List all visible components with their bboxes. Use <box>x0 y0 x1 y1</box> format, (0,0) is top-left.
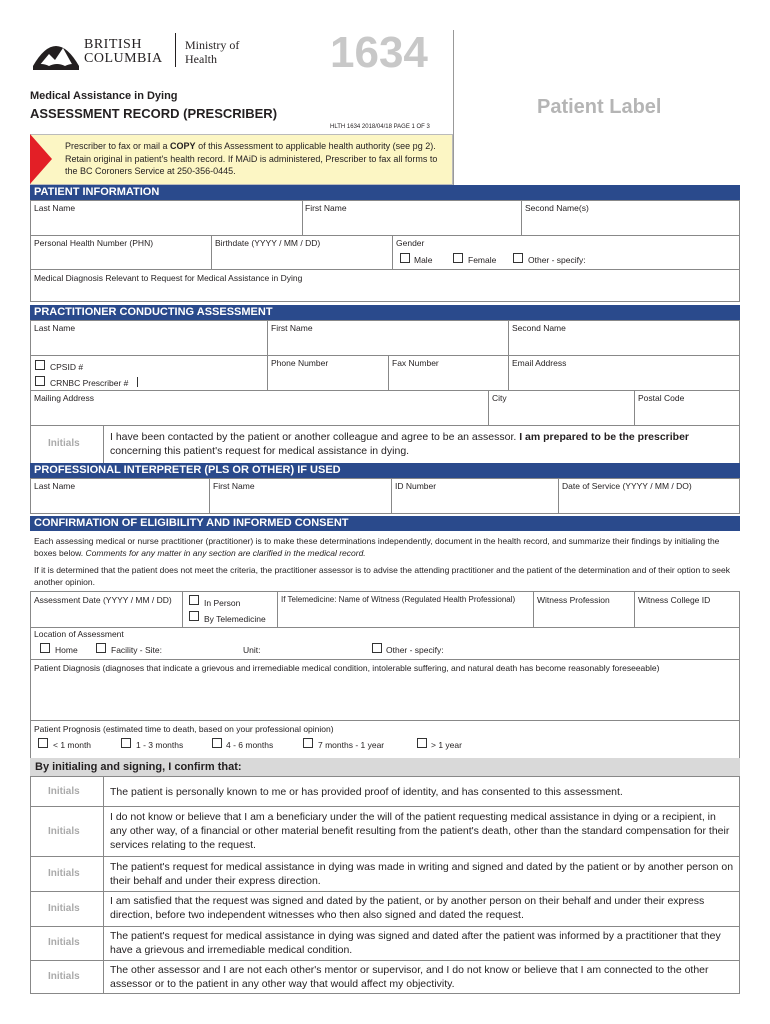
confirm-statement-2: I do not know or believe that I am a beneficiary under the will of the patient requesting medical assistance in dying or a recipient, in any other way, of a financial or other material benefit resulting from the patient's death, other than the standard compensation for their services relating to the request. <box>110 811 730 851</box>
form-title: ASSESSMENT RECORD (PRESCRIBER) <box>30 106 278 121</box>
prognosis-3-label: 4 - 6 months <box>226 740 274 750</box>
location-other-label: Other - specify: <box>386 645 444 655</box>
eligibility-intro-1: Each assessing medical or nurse practitioner (practitioner) is to make these determinations independently, document in the health record, and summarize their findings by initialing the boxes below. Comments for any matter in any section are clarified in the medical record. <box>34 536 720 558</box>
patient-diagnosis-field[interactable]: Patient Diagnosis (diagnoses that indicate a grievous and irremediable medical condition, intolerable suffering, and natural death has become reasonably foreseeable) <box>34 663 660 673</box>
location-other-checkbox[interactable] <box>372 643 382 653</box>
initials-box-1[interactable]: Initials <box>48 786 80 797</box>
patient-label: Patient Label <box>537 96 662 118</box>
practitioner-second-name-field[interactable]: Second Name <box>512 323 566 333</box>
confirm-statement-5: The patient's request for medical assistance in dying was signed and dated after the patient was informed by a practitioner that they have a grievous and irremediable medical condition. <box>110 930 721 956</box>
form-subtitle: Medical Assistance in Dying <box>30 90 178 102</box>
initials-box-4[interactable]: Initials <box>48 903 80 914</box>
practitioner-mailing-address-field[interactable]: Mailing Address <box>34 393 95 403</box>
location-unit-label: Unit: <box>243 645 261 655</box>
witness-name-field[interactable]: If Telemedicine: Name of Witness (Regulated Health Professional) <box>281 595 516 604</box>
confirm-header: By initialing and signing, I confirm that: <box>30 758 740 776</box>
confirm-statement-6: The other assessor and I are not each other's mentor or supervisor, and I do not know or believe that I am connected to the other assessor or to the patient in any other way that would affect my objectivity. <box>110 964 709 990</box>
prescriber-statement: I have been contacted by the patient or another colleague and agree to be an assessor. I am prepared to be the prescriber concerning this patient's request for medical assistance in dying. <box>110 431 690 457</box>
crnbc-label: CRNBC Prescriber # <box>50 378 129 388</box>
initials-box-5[interactable]: Initials <box>48 937 80 948</box>
patient-medical-diagnosis-field[interactable]: Medical Diagnosis Relevant to Request for Medical Assistance in Dying <box>34 273 303 283</box>
notice-text: Prescriber to fax or mail a COPY of this Assessment to applicable health authority (see pg 2). Retain original in patient's health record. If MAiD is administered, Prescriber to fax all forms to the BC Coroners Service at 250-356-0445. <box>65 141 438 176</box>
practitioner-city-field[interactable]: City <box>492 393 507 403</box>
section-interpreter: PROFESSIONAL INTERPRETER (PLS OR OTHER) IF USED <box>30 463 740 478</box>
prognosis-label: Patient Prognosis (estimated time to death, based on your professional opinion) <box>34 724 334 734</box>
practitioner-last-name-field[interactable]: Last Name <box>34 323 76 333</box>
gender-other-label: Other - specify: <box>528 255 586 265</box>
bc-name-line1: BRITISH <box>84 37 142 52</box>
patient-second-names-field[interactable]: Second Name(s) <box>525 203 589 213</box>
practitioner-postal-field[interactable]: Postal Code <box>638 393 685 403</box>
interpreter-last-name-field[interactable]: Last Name <box>34 481 76 491</box>
section-practitioner: PRACTITIONER CONDUCTING ASSESSMENT <box>30 305 740 320</box>
prognosis-5-checkbox[interactable] <box>417 738 427 748</box>
eligibility-intro-2: If it is determined that the patient does not meet the criteria, the practitioner assessor is to advise the attending practitioner and the patient of the determination and of their option to seek another opinion. <box>34 565 730 587</box>
assessment-date-field[interactable]: Assessment Date (YYYY / MM / DD) <box>34 595 172 605</box>
witness-profession-field[interactable]: Witness Profession <box>537 595 610 605</box>
practitioner-fax-field[interactable]: Fax Number <box>392 358 439 368</box>
gender-female-label: Female <box>468 255 497 265</box>
location-home-checkbox[interactable] <box>40 643 50 653</box>
gender-female-checkbox[interactable] <box>453 253 463 263</box>
bc-logo-icon <box>30 30 82 70</box>
crnbc-checkbox[interactable] <box>35 376 45 386</box>
patient-birthdate-field[interactable]: Birthdate (YYYY / MM / DD) <box>215 238 321 248</box>
section-patient-information: PATIENT INFORMATION <box>30 185 740 200</box>
prognosis-1-checkbox[interactable] <box>38 738 48 748</box>
interpreter-date-field[interactable]: Date of Service (YYYY / MM / DO) <box>562 481 692 491</box>
practitioner-first-name-field[interactable]: First Name <box>271 323 313 333</box>
confirm-statement-3: The patient's request for medical assistance in dying was made in writing and signed and dated by the patient or by another person on their behalf and under their express direction. <box>110 861 734 887</box>
ministry-line1: Ministry of <box>185 38 240 52</box>
prognosis-5-label: > 1 year <box>431 740 462 750</box>
interpreter-first-name-field[interactable]: First Name <box>213 481 255 491</box>
location-facility-checkbox[interactable] <box>96 643 106 653</box>
practitioner-phone-field[interactable]: Phone Number <box>271 358 329 368</box>
gender-other-checkbox[interactable] <box>513 253 523 263</box>
location-facility-label: Facility - Site: <box>111 645 163 655</box>
form-code: HLTH 1634 2018/04/18 PAGE 1 OF 3 <box>330 124 430 130</box>
cpsid-label: CPSID # <box>50 362 84 372</box>
patient-last-name-field[interactable]: Last Name <box>34 203 76 213</box>
patient-gender-label: Gender <box>396 238 425 248</box>
by-telemedicine-checkbox[interactable] <box>189 611 199 621</box>
in-person-checkbox[interactable] <box>189 595 199 605</box>
patient-phn-field[interactable]: Personal Health Number (PHN) <box>34 238 154 248</box>
initials-box-2[interactable]: Initials <box>48 826 80 837</box>
prescriber-initials-box[interactable]: Initials <box>48 438 80 449</box>
prognosis-1-label: < 1 month <box>53 740 92 750</box>
confirm-statement-4: I am satisfied that the request was signed and dated by the patient, or by another person on their behalf and under their express direction, before two independent witnesses who then also signed and dated the request. <box>110 895 705 921</box>
bc-name-line2: COLUMBIA <box>84 51 163 66</box>
confirm-statement-1: The patient is personally known to me or has provided proof of identity, and has consented to this assessment. <box>110 786 623 798</box>
by-telemedicine-label: By Telemedicine <box>204 614 266 624</box>
prognosis-4-checkbox[interactable] <box>303 738 313 748</box>
section-eligibility: CONFIRMATION OF ELIGIBILITY AND INFORMED CONSENT <box>30 516 740 531</box>
location-home-label: Home <box>55 645 78 655</box>
logo-divider <box>175 33 176 67</box>
prognosis-4-label: 7 months - 1 year <box>318 740 385 750</box>
in-person-label: In Person <box>204 598 241 608</box>
header-divider <box>453 30 454 185</box>
ministry-line2: Health <box>185 52 217 66</box>
prognosis-2-checkbox[interactable] <box>121 738 131 748</box>
gender-male-checkbox[interactable] <box>400 253 410 263</box>
notice-arrow-icon <box>30 134 52 184</box>
form-number: 1634 <box>330 28 428 77</box>
prognosis-2-label: 1 - 3 months <box>136 740 184 750</box>
practitioner-email-field[interactable]: Email Address <box>512 358 567 368</box>
cpsid-checkbox[interactable] <box>35 360 45 370</box>
interpreter-id-field[interactable]: ID Number <box>395 481 437 491</box>
patient-info-box <box>30 200 740 302</box>
prognosis-3-checkbox[interactable] <box>212 738 222 748</box>
initials-box-3[interactable]: Initials <box>48 868 80 879</box>
witness-college-field[interactable]: Witness College ID <box>638 595 711 605</box>
gender-male-label: Male <box>414 255 433 265</box>
initials-box-6[interactable]: Initials <box>48 971 80 982</box>
patient-first-name-field[interactable]: First Name <box>305 203 347 213</box>
location-label: Location of Assessment <box>34 629 124 639</box>
